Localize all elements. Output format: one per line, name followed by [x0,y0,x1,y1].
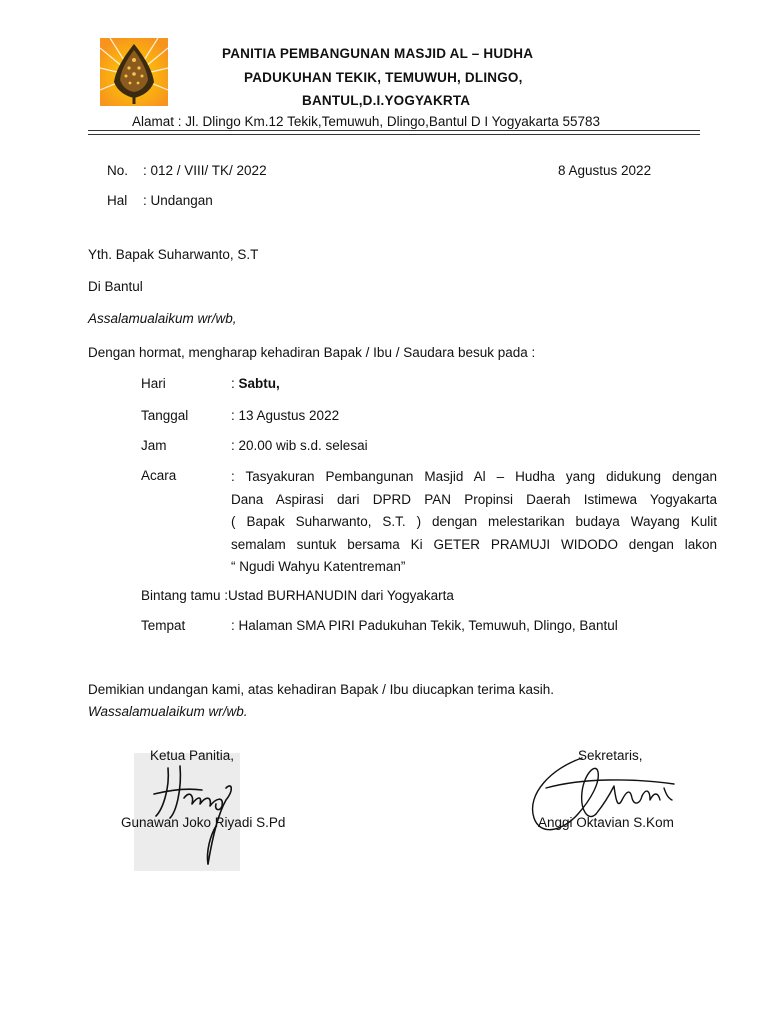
left-signatory-name: Gunawan Joko Riyadi S.Pd [121,815,286,830]
header-address: Alamat : Jl. Dlingo Km.12 Tekik,Temuwuh, Dlingo,Bantul D I Yogyakarta 55783 [132,114,601,129]
letter-date: 8 Agustus 2022 [558,163,652,178]
right-signature-image [522,748,692,848]
day-colon: : [231,376,235,391]
left-signatory-title: Ketua Panitia, [150,748,235,763]
intro-paragraph: Dengan hormat, mengharap kehadiran Bapak / Ibu / Saudara besuk pada : [88,345,536,360]
subject-value: : Undangan [143,193,213,208]
date-label: Tanggal [141,408,189,423]
event-label: Acara [141,468,177,483]
venue-label: Tempat [141,618,186,633]
day-label: Hari [141,376,166,391]
header-line-2: PADUKUHAN TEKIK, TEMUWUH, DLINGO, [244,70,523,85]
event-line: ( Bapak Suharwanto, S.T. ) dengan melestarikan budaya Wayang Kulit [231,514,717,529]
header-line-1: PANITIA PEMBANGUNAN MASJID AL – HUDHA [222,46,534,61]
time-value: : 20.00 wib s.d. selesai [231,438,368,453]
venue-value: : Halaman SMA PIRI Padukuhan Tekik, Temuwuh, Dlingo, Bantul [231,618,618,633]
recipient-name: Yth. Bapak Suharwanto, S.T [88,247,259,262]
organization-logo [100,38,168,106]
header-line-3: BANTUL,D.I.YOGYAKRTA [302,93,471,108]
subject-label: Hal [107,193,128,208]
right-signatory-title: Sekretaris, [578,748,643,763]
event-line: : Tasyakuran Pembangunan Masjid Al – Hudha yang didukung dengan [231,469,717,484]
event-line: semalam suntuk bersama Ki GETER PRAMUJI WIDODO dengan lakon [231,536,717,552]
right-signatory-name: Anggi Oktavian S.Kom [538,815,674,830]
closing-salutation: Wassalamualaikum wr/wb. [88,704,248,719]
date-value: : 13 Agustus 2022 [231,408,340,423]
event-description [231,466,717,579]
day-value [231,376,280,391]
time-label: Jam [141,438,167,453]
closing-statement: Demikian undangan kami, atas kehadiran Bapak / Ibu diucapkan terima kasih. [88,682,555,697]
event-line: Dana Aspirasi dari DPRD PAN Propinsi Daerah Istimewa Yogyakarta [231,491,717,507]
header-divider-bottom [88,134,700,135]
header-divider-top [88,130,700,131]
event-line: “ Ngudi Wahyu Katentreman” [231,559,406,574]
letter-number-value: : 012 / VIII/ TK/ 2022 [143,163,267,178]
day-text: Sabtu, [238,376,280,391]
greeting: Assalamualaikum wr/wb, [88,311,237,326]
guest-star: Bintang tamu :Ustad BURHANUDIN dari Yogyakarta [141,588,454,603]
recipient-place: Di Bantul [88,279,143,294]
letter-number-label: No. [107,163,129,178]
